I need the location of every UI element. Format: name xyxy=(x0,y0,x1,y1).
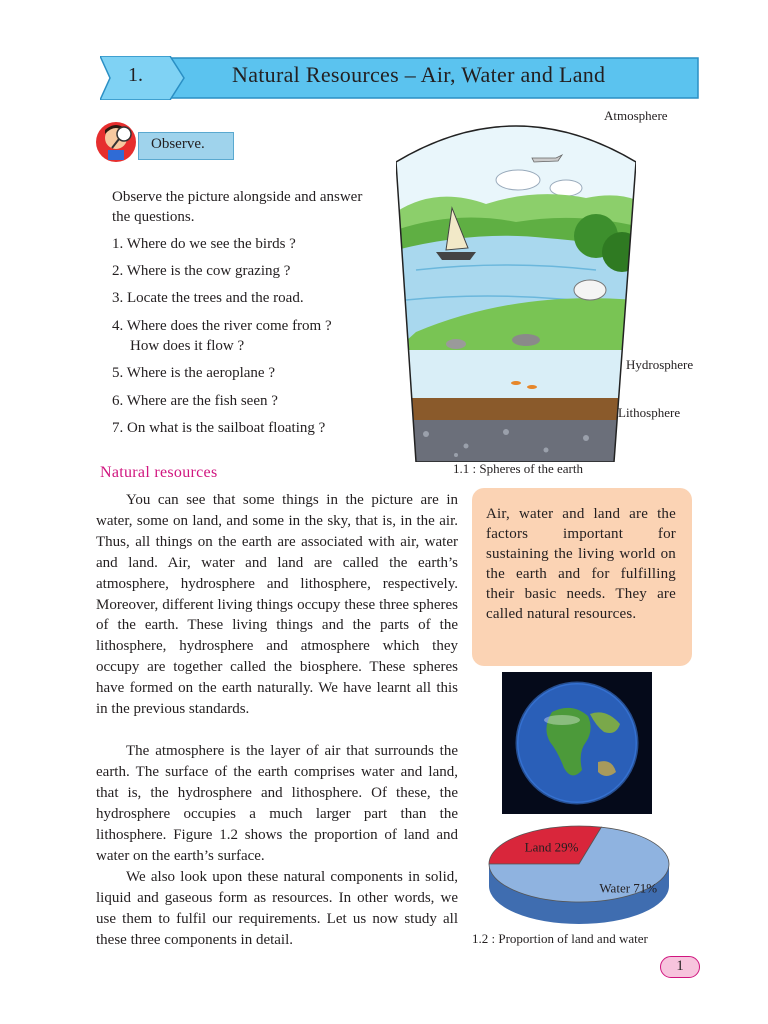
question-item: 2. Where is the cow grazing ? xyxy=(112,263,291,279)
earth-globe-image xyxy=(502,672,652,814)
atmosphere-label: Atmosphere xyxy=(604,108,668,123)
hydrosphere-label: Hydrosphere xyxy=(626,357,694,372)
page-number-badge xyxy=(660,956,700,978)
question-item: 1. Where do we see the birds ? xyxy=(112,236,296,252)
body-paragraph: You can see that some things in the picture are in water, some on land, and some in the sky, that is, in the air. Thus, all things on the earth are associated with air, water and land. Air, water and land are called the earth’s atmosphere, hydrosphere and lithosphere, respectively. Moreover, different living things occupy these three spheres of the earth. These living things and the parts of the lithosphere, hydrosphere and atmosphere which they occupy are together called the biosphere. These spheres have formed on the earth naturally. We have learnt all this in the previous standards. xyxy=(96,492,458,718)
observe-label: Observe. xyxy=(151,136,205,152)
info-box-text: Air, water and land are the factors important for sustaining the living world on the earth and for fulfilling their basic needs. They are called natural resources. xyxy=(486,506,676,622)
observe-label-box xyxy=(138,132,234,160)
chapter-title: Natural Resources – Air, Water and Land xyxy=(232,62,606,87)
page-number: 1 xyxy=(676,958,684,974)
question-item: 5. Where is the aeroplane ? xyxy=(112,365,275,381)
spheres-of-earth-illustration xyxy=(396,100,636,462)
chapter-number: 1. xyxy=(128,64,143,86)
question-item: 4. Where does the river come from ? xyxy=(112,318,332,334)
section-heading: Natural resources xyxy=(100,464,218,481)
question-item: 6. Where are the fish seen ? xyxy=(112,393,278,409)
body-paragraph: The atmosphere is the layer of air that surrounds the earth. The surface of the earth comprises water and land, that is, the hydrosphere and lithosphere. Of these, the hydrosphere occupies a much larger part than the lithosphere. Figure 1.2 shows the proportion of land and water on the earth’s surface. xyxy=(96,743,458,864)
question-item-continued: How does it flow ? xyxy=(130,338,245,354)
figure-2-caption: 1.2 : Proportion of land and water xyxy=(472,931,648,946)
lithosphere-label: Lithosphere xyxy=(618,405,681,420)
body-paragraph: We also look upon these natural components in solid, liquid and gaseous form as resources. In other words, we use them to fulfil our requirements. Let us now study all these three components in detail. xyxy=(96,869,458,948)
figure-1-caption: 1.1 : Spheres of the earth xyxy=(453,461,583,476)
pie-slices xyxy=(489,826,669,924)
pie-label-land: Land 29% xyxy=(524,839,579,855)
question-item: 3. Locate the trees and the road. xyxy=(112,290,304,306)
observer-mascot-icon xyxy=(94,116,140,166)
chapter-header xyxy=(100,56,700,100)
pie-label-water: Water 71% xyxy=(599,880,658,896)
info-box xyxy=(472,488,692,666)
observe-intro: Observe the picture alongside and answer the questions. xyxy=(112,189,363,225)
land-water-pie-chart xyxy=(484,820,674,932)
question-item: 7. On what is the sailboat floating ? xyxy=(112,420,326,436)
